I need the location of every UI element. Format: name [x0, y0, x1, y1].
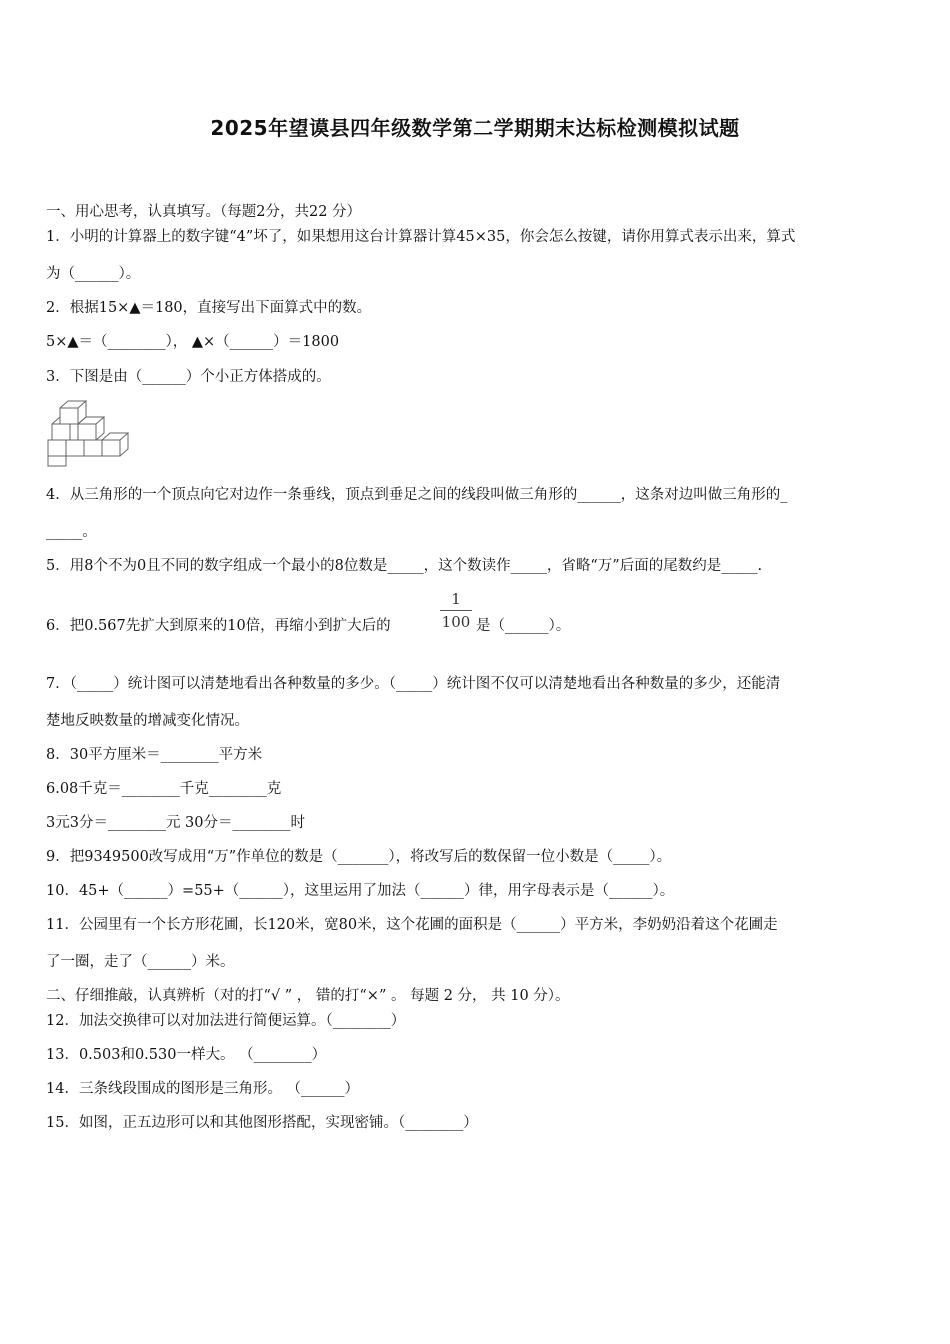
question-14: 14．三条线段围成的图形是三角形。 （______） [46, 1081, 360, 1097]
question-12: 12．加法交换律可以对加法进行简便运算。（________） [46, 1013, 406, 1029]
question-4-line-2: _____。 [46, 524, 97, 540]
question-8-line-3: 3元3分＝________元 30分＝________时 [46, 815, 306, 831]
cube-stack-figure [46, 398, 132, 468]
question-10: 10．45+（______）=55+（______），这里运用了加法（______）律，用字母表示是（______）。 [46, 883, 675, 899]
question-8-line-2: 6.08千克＝________千克________克 [46, 781, 282, 797]
question-7-line-2: 楚地反映数量的增减变化情况。 [46, 713, 249, 729]
fraction-denominator: 100 [441, 613, 471, 631]
fraction-one-hundredth [440, 590, 472, 631]
question-1-line-2: 为（______）。 [46, 266, 141, 282]
question-6-after: 是（______）。 [476, 618, 571, 634]
question-4-line-1: 4．从三角形的一个顶点向它对边作一条垂线，顶点到垂足之间的线段叫做三角形的______，这条对边叫做三角形的_ [46, 487, 788, 503]
fraction-bar [440, 610, 472, 611]
fraction-numerator: 1 [451, 590, 461, 608]
question-1-line-1: 1．小明的计算器上的数字键“4”坏了，如果想用这台计算器计算45×35，你会怎么按键，请你用算式表示出来，算式 [46, 229, 796, 245]
page-title: 2025年望谟县四年级数学第二学期期末达标检测模拟试题 [210, 116, 740, 140]
question-2-line-2: 5×▲＝（________）， ▲×（______）＝1800 [46, 334, 340, 350]
question-15: 15．如图，正五边形可以和其他图形搭配，实现密铺。（________） [46, 1115, 478, 1131]
question-3: 3．下图是由（______）个小正方体搭成的。 [46, 369, 331, 385]
question-6-before: 6．把0.567先扩大到原来的10倍，再缩小到扩大后的 [46, 618, 391, 634]
question-11-line-2: 了一圈，走了（______）米。 [46, 954, 235, 970]
question-9: 9．把9349500改写成用“万”作单位的数是（_______），将改写后的数保留一位小数是（_____）。 [46, 849, 672, 865]
question-8-line-1: 8．30平方厘米＝________平方米 [46, 747, 263, 763]
question-2-line-1: 2．根据15×▲＝180，直接写出下面算式中的数。 [46, 300, 372, 316]
section-2-heading: 二、仔细推敲，认真辨析（对的打“√ ” ， 错的打“×” 。 每题 2 分， 共 10 分）。 [46, 988, 570, 1004]
question-11-line-1: 11．公园里有一个长方形花圃，长120米，宽80米，这个花圃的面积是（______）平方米，李奶奶沿着这个花圃走 [46, 917, 778, 933]
question-13: 13．0.503和0.530一样大。 （________） [46, 1047, 327, 1063]
question-7-line-1: 7．（_____）统计图可以清楚地看出各种数量的多少。（_____）统计图不仅可以清楚地看出各种数量的多少，还能清 [46, 676, 781, 692]
question-5: 5．用8个不为0且不同的数字组成一个最小的8位数是_____，这个数读作_____，省略“万”后面的尾数约是_____. [46, 558, 763, 574]
section-1-heading: 一、用心思考，认真填写。（每题2分，共22 分） [46, 204, 362, 220]
